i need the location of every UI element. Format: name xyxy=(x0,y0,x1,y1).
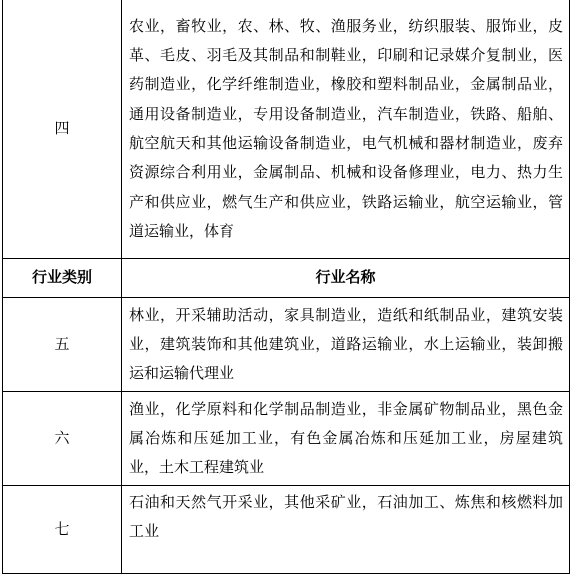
table-row xyxy=(3,0,570,259)
industry-names-cell: 石油和天然气开采业，其他采矿业，石油加工、炼焦和核燃料加工业 xyxy=(122,486,570,574)
table-row xyxy=(3,298,570,392)
industry-category-table xyxy=(2,0,570,574)
industry-names-cell: 林业，开采辅助活动，家具制造业，造纸和纸制品业，建筑安装业，建筑装饰和其他建筑业，道路运输业，水上运输业，装卸搬运和运输代理业 xyxy=(122,298,570,392)
table-row xyxy=(3,392,570,486)
header-row xyxy=(3,259,570,298)
category-cell: 七 xyxy=(3,486,122,574)
category-column-header: 行业类别 xyxy=(3,259,122,298)
industry-names-cell: 农业，畜牧业，农、林、牧、渔服务业，纺织服装、服饰业，皮革、毛皮、羽毛及其制品和制鞋业，印刷和记录媒介复制业，医药制造业，化学纤维制造业，橡胶和塑料制品业，金属制品业，通用设备制造业，专用设备制造业，汽车制造业，铁路、船舶、航空航天和其他运输设备制造业，电气机械和器材制造业，废弃资源综合利用业，金属制品、机械和设备修理业，电力、热力生产和供应业，燃气生产和供应业，铁路运输业，航空运输业，管道运输业，体育 xyxy=(122,0,570,259)
category-cell: 六 xyxy=(3,392,122,486)
category-cell: 四 xyxy=(3,0,122,259)
table-row xyxy=(3,486,570,574)
name-column-header: 行业名称 xyxy=(122,259,570,298)
category-cell: 五 xyxy=(3,298,122,392)
industry-names-cell: 渔业，化学原料和化学制品制造业，非金属矿物制品业，黑色金属冶炼和压延加工业，有色金属冶炼和压延加工业，房屋建筑业，土木工程建筑业 xyxy=(122,392,570,486)
